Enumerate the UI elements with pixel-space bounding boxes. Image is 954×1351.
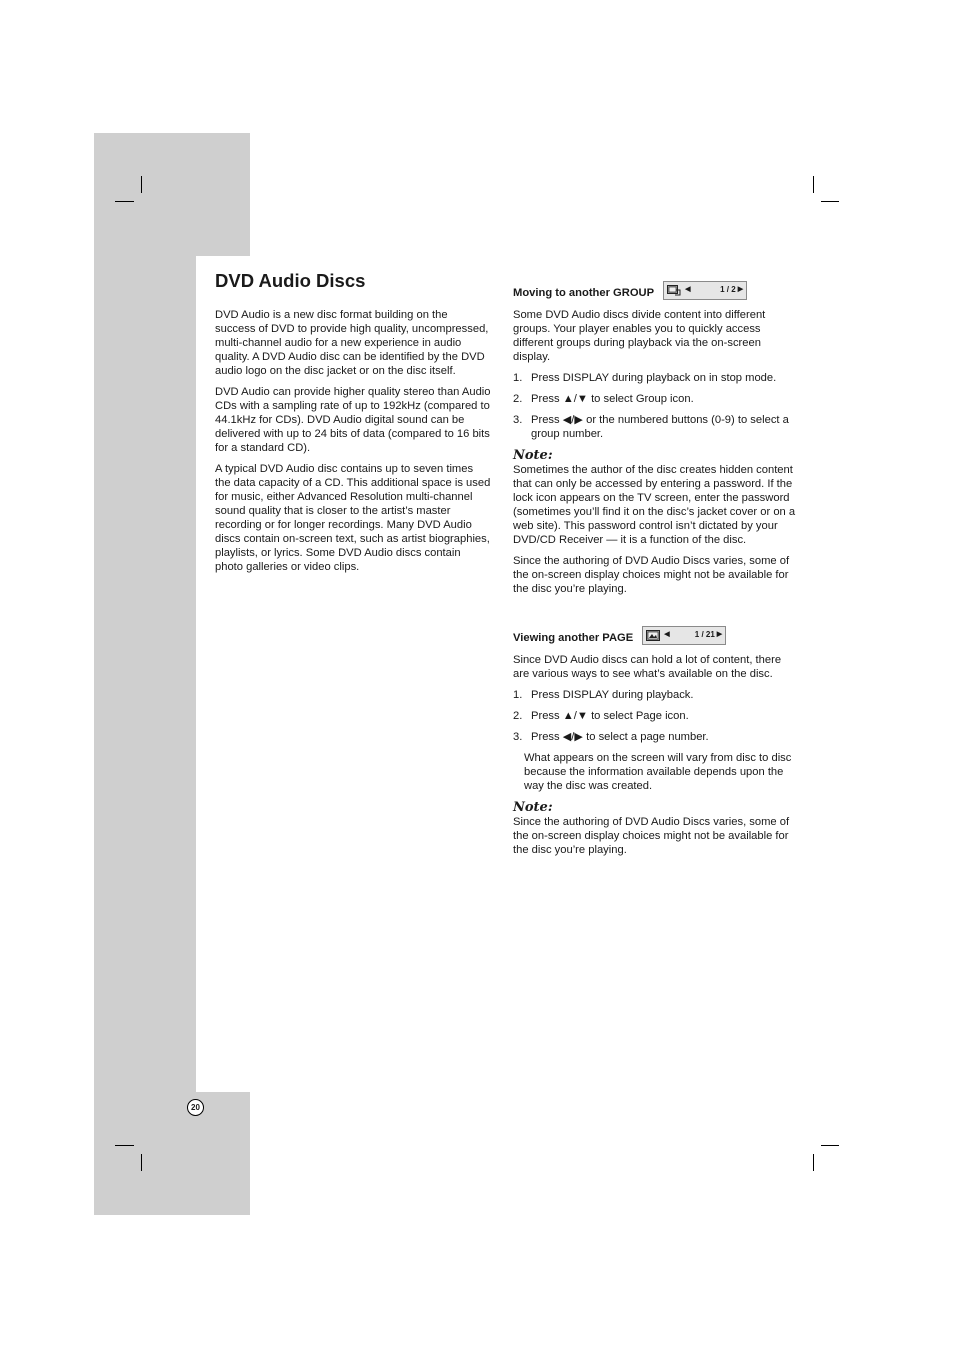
list-item: 2. Press ▲/▼ to select Group icon. [513, 393, 694, 405]
page-icon [646, 630, 660, 641]
list-item: 1. Press DISPLAY during playback on in stop mode. [513, 372, 777, 384]
note-paragraph: Since the authoring of DVD Audio Discs varies, some of the on-screen display choices might not be available for the disc you’re playing. [513, 555, 790, 595]
intro-paragraph: A typical DVD Audio disc contains up to seven times the data capacity of a CD. This additional space is used for music, either Advanced Resolution multi-channel sound quality that is closer to the artist’s master recording or for longer recordings. Many DVD Audio discs contain on-screen text, such as artist biographies, playlists, or lyrics. Some DVD Audio discs contain photo galleries or video clips. [215, 463, 491, 573]
step-note: What appears on the screen will vary from disc to disc because the information available depends upon the way the disc was created. [524, 752, 792, 792]
sidebar-band [94, 133, 196, 1215]
group-icon [667, 285, 681, 296]
crop-mark [141, 176, 142, 193]
intro-paragraph: DVD Audio can provide higher quality stereo than Audio CDs with a sampling rate of up to 192kHz (compared to 44.1kHz for CDs). DVD Audio digital sound can be delivered with up to 24 bits of data (compared to 16 bits for a standard CD). [215, 386, 491, 454]
list-item: 2. Press ▲/▼ to select Page icon. [513, 710, 689, 722]
right-arrow-icon: ▶ [737, 286, 744, 293]
note-paragraph: Since the authoring of DVD Audio Discs varies, some of the on-screen display choices might not be available for the disc you’re playing. [513, 816, 790, 856]
note-title: Note: [513, 800, 553, 815]
left-arrow-icon: ◀ [664, 631, 670, 638]
list-item: 1. Press DISPLAY during playback. [513, 689, 694, 701]
right-arrow-icon: ▶ [716, 631, 723, 638]
crop-mark [115, 1145, 134, 1146]
sidebar-band-bottom [94, 1092, 250, 1215]
group-section-heading [513, 278, 797, 302]
group-steps [513, 371, 797, 441]
list-item: 3. Press ◀/▶ to select a page number. [513, 731, 709, 743]
page-number-badge: 20 [187, 1099, 204, 1116]
page-heading-text: Viewing another PAGE [513, 632, 634, 644]
group-heading-text: Moving to another GROUP [513, 287, 655, 299]
crop-mark [141, 1154, 142, 1171]
page-steps [513, 688, 797, 744]
instructions-column [513, 278, 797, 864]
intro-column [215, 308, 491, 581]
note-title: Note: [513, 448, 553, 463]
page-osd-display [642, 626, 726, 645]
crop-mark [813, 1154, 814, 1171]
group-osd-display [663, 281, 747, 300]
page-title: DVD Audio Discs [215, 270, 366, 291]
section-spacer [513, 603, 797, 623]
page-number-display: 1 / 21 [694, 630, 715, 639]
crop-mark [115, 201, 134, 202]
crop-mark [821, 1145, 839, 1146]
crop-mark [813, 176, 814, 193]
page-intro: Since DVD Audio discs can hold a lot of content, there are various ways to see what’s available on the disc. [513, 654, 782, 680]
left-arrow-icon: ◀ [685, 286, 691, 293]
intro-paragraph: DVD Audio is a new disc format building on the success of DVD to provide high quality, uncompressed, multi-channel audio for a new experience in audio quality. A DVD Audio disc can be identified by the DVD audio logo on the disc jacket or on the disc itself. [215, 309, 489, 377]
crop-mark [821, 201, 839, 202]
group-number: 1 / 2 [720, 285, 736, 294]
group-intro: Some DVD Audio discs divide content into different groups. Your player enables you to quickly access different groups during playback via the on-screen display. [513, 309, 766, 363]
page-section-heading [513, 623, 797, 647]
list-item: 3. Press ◀/▶ or the numbered buttons (0-9) to select a group number. [513, 414, 789, 440]
note-paragraph: Sometimes the author of the disc creates hidden content that can only be accessed by entering a password. If the lock icon appears on the TV screen, enter the password (sometimes you’ll find it on the disc’s jacket cover or on a web site). This password control isn’t dictated by your DVD/CD Receiver — it is a function of the disc. [513, 464, 796, 546]
